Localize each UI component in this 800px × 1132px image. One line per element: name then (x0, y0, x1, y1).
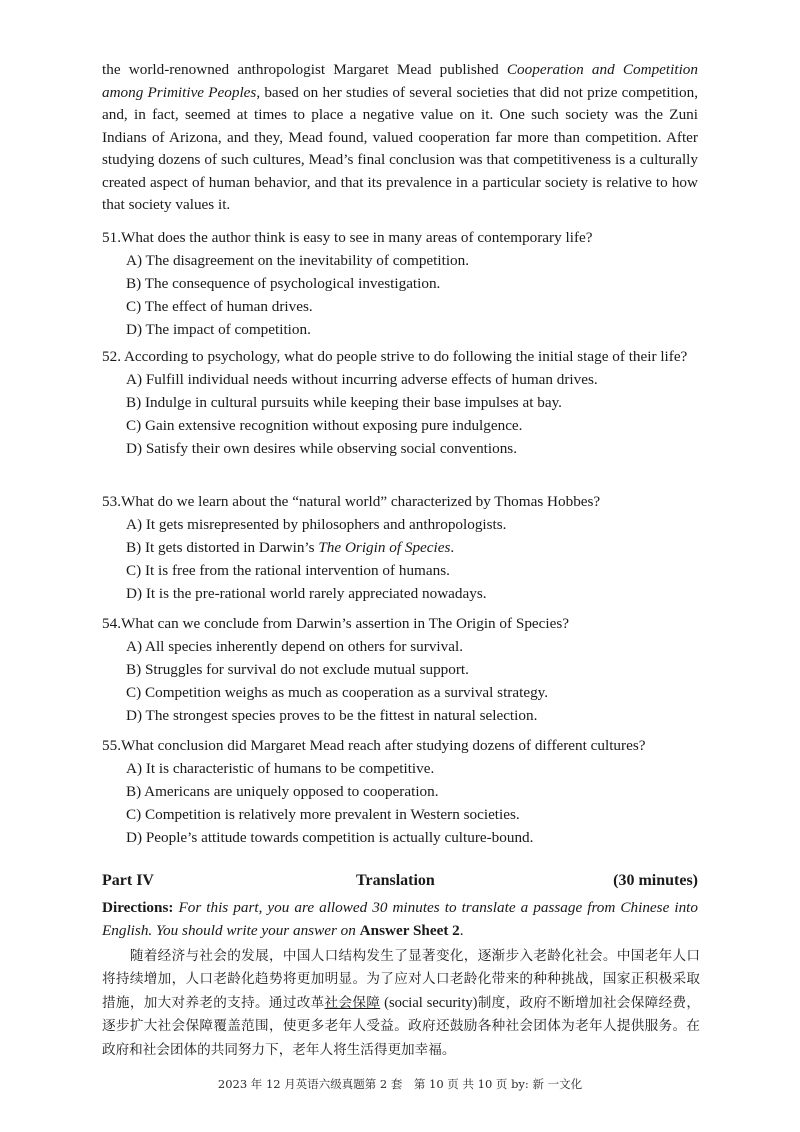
directions-text: For this part, you are allowed 30 minutes to translate a passage from Chinese into English. You should write your answer on (102, 899, 698, 939)
option-d[interactable]: D) It is the pre-rational world rarely appreciated nowadays. (126, 585, 487, 602)
translation-passage (102, 945, 700, 1062)
option-a[interactable]: A) All species inherently depend on others for survival. (126, 638, 463, 655)
option-d[interactable]: D) The strongest species proves to be the fittest in natural selection. (126, 707, 538, 724)
option-d[interactable]: D) Satisfy their own desires while observing social conventions. (126, 440, 518, 457)
option-c[interactable]: C) It is free from the rational intervention of humans. (126, 562, 450, 579)
option-b-text: B) It gets distorted in Darwin’s (126, 539, 319, 556)
part-title: Translation (356, 872, 435, 889)
option-a[interactable]: A) It is characteristic of humans to be competitive. (126, 760, 435, 777)
option-d[interactable]: D) People’s attitude towards competition is actually culture-bound. (126, 829, 534, 846)
reading-passage (102, 59, 698, 217)
book-title: Cooperation and Competition among Primitive Peoples (102, 61, 698, 101)
directions (102, 897, 698, 942)
question-stem: 54.What can we conclude from Darwin’s assertion in The Origin of Species? (102, 615, 570, 632)
directions-label: Directions: (102, 899, 174, 916)
part-label: Part IV (102, 872, 154, 889)
english-gloss: (social security) (380, 994, 478, 1011)
option-a[interactable]: A) It gets misrepresented by philosophers and anthropologists. (126, 516, 507, 533)
question-51 (102, 226, 702, 341)
passage-text: the world-renowned anthropologist Margaret Mead published (102, 61, 507, 78)
answer-sheet-label: Answer Sheet 2 (359, 921, 460, 939)
question-52 (102, 345, 700, 460)
option-b[interactable]: B) The consequence of psychological investigation. (126, 275, 441, 292)
question-stem: 51.What does the author think is easy to see in many areas of contemporary life? (102, 229, 593, 246)
option-d[interactable]: D) The impact of competition. (126, 321, 311, 338)
chinese-text: 制度，政府不断增加社会保障经费，逐步扩大社会保障覆盖范围，使更多老年人受益。政府还鼓励各种社会团体为老年人提供服务。在政府和社会团体的共同努力下，老年人将生活得更加幸福。 (102, 994, 700, 1058)
option-c[interactable]: C) Gain extensive recognition without exposing pure indulgence. (126, 417, 523, 434)
option-b[interactable] (102, 536, 702, 559)
question-stem: 55.What conclusion did Margaret Mead reach after studying dozens of different cultures? (102, 737, 646, 754)
page-footer: 2023 年 12 月英语六级真题第 2 套 第 10 页 共 10 页 by: 新 一文化 (217, 1077, 583, 1091)
part-time: (30 minutes) (613, 872, 698, 889)
option-b[interactable]: B) Struggles for survival do not exclude mutual support. (126, 661, 469, 678)
question-55 (102, 734, 702, 849)
option-c[interactable]: C) Competition weighs as much as cooperation as a survival strategy. (126, 684, 549, 701)
chinese-underlined-term: 社会保障 (324, 994, 381, 1011)
option-c[interactable]: C) The effect of human drives. (126, 298, 313, 315)
option-a[interactable]: A) The disagreement on the inevitability of competition. (126, 252, 470, 269)
directions-end: . (459, 921, 464, 939)
question-54 (102, 612, 702, 727)
book-title: The Origin of Species (318, 539, 451, 556)
option-b[interactable]: B) Americans are uniquely opposed to cooperation. (126, 783, 439, 800)
question-stem: 52. According to psychology, what do people strive to do following the initial stage of their life? (102, 348, 688, 365)
option-a[interactable]: A) Fulfill individual needs without incurring adverse effects of human drives. (126, 371, 598, 388)
option-b[interactable]: B) Indulge in cultural pursuits while keeping their base impulses at bay. (126, 394, 562, 411)
question-stem: 53.What do we learn about the “natural world” characterized by Thomas Hobbes? (102, 493, 601, 510)
question-53 (102, 490, 702, 605)
chinese-text: 随着经济与社会的发展，中国人口结构发生了显著变化，逐渐步入老龄化社会。中国老年人口将持续增加，人口老龄化趋势将更加明显。为了应对人口老龄化带来的种种挑战，国家正积极采取措施，加大对养老的支持。通过改革 (102, 948, 701, 1011)
option-b-end: . (450, 539, 455, 556)
passage-text: , based on her studies of several societies that did not prize competition, and, in fact, seemed at times to place a negative value on it. One such society was the Zuni Indians of Arizona, and they, Mead found, valued cooperation far more than competition. After studying dozens of such cultures, Mead’s final conclusion was that competitiveness is a culturally created aspect of human behavior, and that its prevalence in a particular society is relative to how that society values it. (102, 83, 699, 213)
option-c[interactable]: C) Competition is relatively more prevalent in Western societies. (126, 806, 520, 823)
